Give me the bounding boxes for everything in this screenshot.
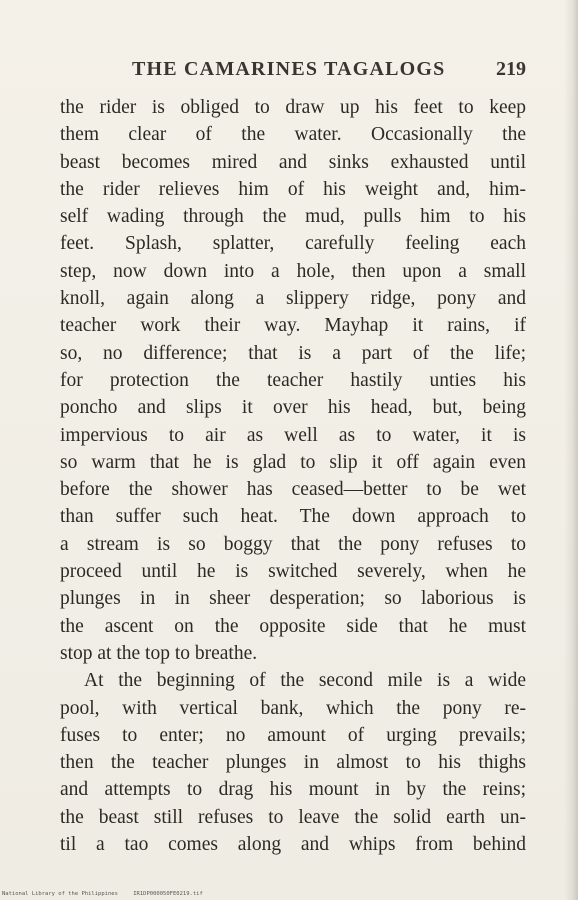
text-line: a stream is so boggy that the pony refuses to <box>60 533 526 555</box>
body-text <box>60 94 526 858</box>
scan-footer <box>2 891 203 897</box>
text-line: the rider is obliged to draw up his feet to keep <box>60 97 526 118</box>
text-line: til a tao comes along and whips from behind <box>60 834 526 856</box>
text-line: feet. Splash, splatter, carefully feeling each <box>60 233 526 255</box>
text-line: teacher work their way. Mayhap it rains, if <box>60 315 526 337</box>
text-line: plunges in in sheer desperation; so laborious is <box>60 588 526 610</box>
text-line: then the teacher plunges in almost to his thighs <box>60 752 526 774</box>
text-line: stop at the top to breathe. <box>60 642 258 664</box>
text-line: for protection the teacher hastily unties his <box>60 369 526 391</box>
text-line: and attempts to drag his mount in by the reins; <box>60 779 526 801</box>
text-line: so, no difference; that is a part of the life; <box>60 342 526 364</box>
text-line: before the shower has ceased—better to be wet <box>60 479 526 501</box>
text-line: proceed until he is switched severely, when he <box>60 561 526 583</box>
file-identifier: IR1DP000050FE0219.tif <box>133 891 203 897</box>
text-line: poncho and slips it over his head, but, being <box>60 397 526 419</box>
text-line: than suffer such heat. The down approach to <box>60 506 526 528</box>
page-header <box>0 58 578 90</box>
page-number: 219 <box>496 58 526 80</box>
text-line: the beast still refuses to leave the solid earth un- <box>60 806 526 828</box>
text-line: the rider relieves him of his weight and, him- <box>60 178 526 200</box>
paragraph-first-line: At the beginning of the second mile is a wide <box>84 670 526 692</box>
text-line: beast becomes mired and sinks exhausted until <box>60 151 526 173</box>
page-edge-shadow <box>564 0 578 900</box>
text-line: knoll, again along a slippery ridge, pony and <box>60 288 526 310</box>
library-credit: National Library of the Philippines <box>2 891 118 897</box>
text-line: so warm that he is glad to slip it off again even <box>60 451 526 473</box>
text-line: them clear of the water. Occasionally the <box>60 124 526 146</box>
text-line: the ascent on the opposite side that he must <box>60 615 526 637</box>
text-line: step, now down into a hole, then upon a small <box>60 260 526 282</box>
text-line: pool, with vertical bank, which the pony re- <box>60 697 526 719</box>
text-line: fuses to enter; no amount of urging prevails; <box>60 724 526 746</box>
running-title: THE CAMARINES TAGALOGS <box>132 58 446 80</box>
text-line: self wading through the mud, pulls him to his <box>60 206 526 228</box>
text-line: impervious to air as well as to water, it is <box>60 424 526 446</box>
